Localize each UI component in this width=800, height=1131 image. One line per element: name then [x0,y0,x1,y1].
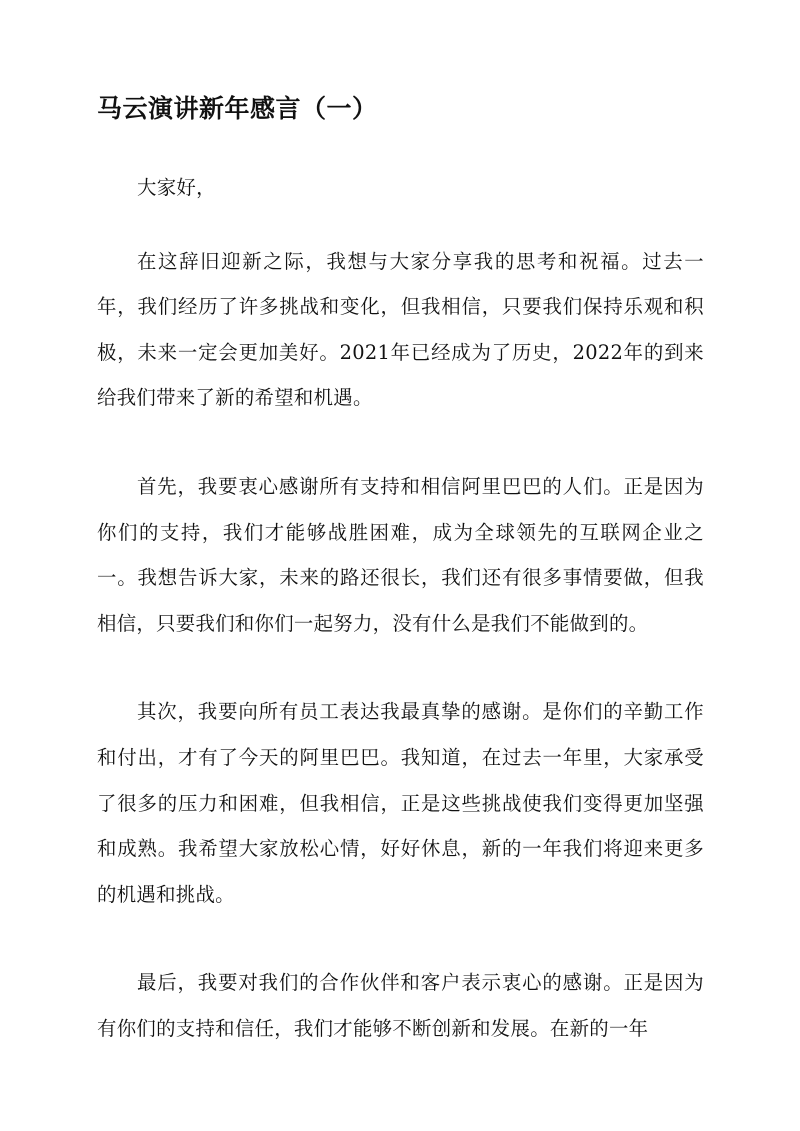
body-paragraph-2: 首先，我要衷心感谢所有支持和相信阿里巴巴的人们。正是因为你们的支持，我们才能够战胜困难，成为全球领先的互联网企业之一。我想告诉大家，未来的路还很长，我们还有很多事情要做，但我相信，只要我们和你们一起努力，没有什么是我们不能做到的。 [97,474,704,635]
body-paragraph-1: 在这辞旧迎新之际，我想与大家分享我的思考和祝福。过去一年，我们经历了许多挑战和变化，但我相信，只要我们保持乐观和积极，未来一定会更加美好。2021年已经成为了历史，2022年的到来给我们带来了新的希望和机遇。 [97,249,704,410]
body-paragraph-4: 最后，我要对我们的合作伙伴和客户表示衷心的感谢。正是因为有你们的支持和信任，我们才能够不断创新和发展。在新的一年 [97,971,704,1040]
document-title: 马云演讲新年感言（一） [97,94,378,123]
document-body [97,165,704,1095]
body-paragraph-3: 其次，我要向所有员工表达我最真挚的感谢。是你们的辛勤工作和付出，才有了今天的阿里巴巴。我知道，在过去一年里，大家承受了很多的压力和困难，但我相信，正是这些挑战使我们变得更加坚强和成熟。我希望大家放松心情，好好休息，新的一年我们将迎来更多的机遇和挑战。 [97,700,704,906]
greeting-paragraph: 大家好， [137,176,216,199]
